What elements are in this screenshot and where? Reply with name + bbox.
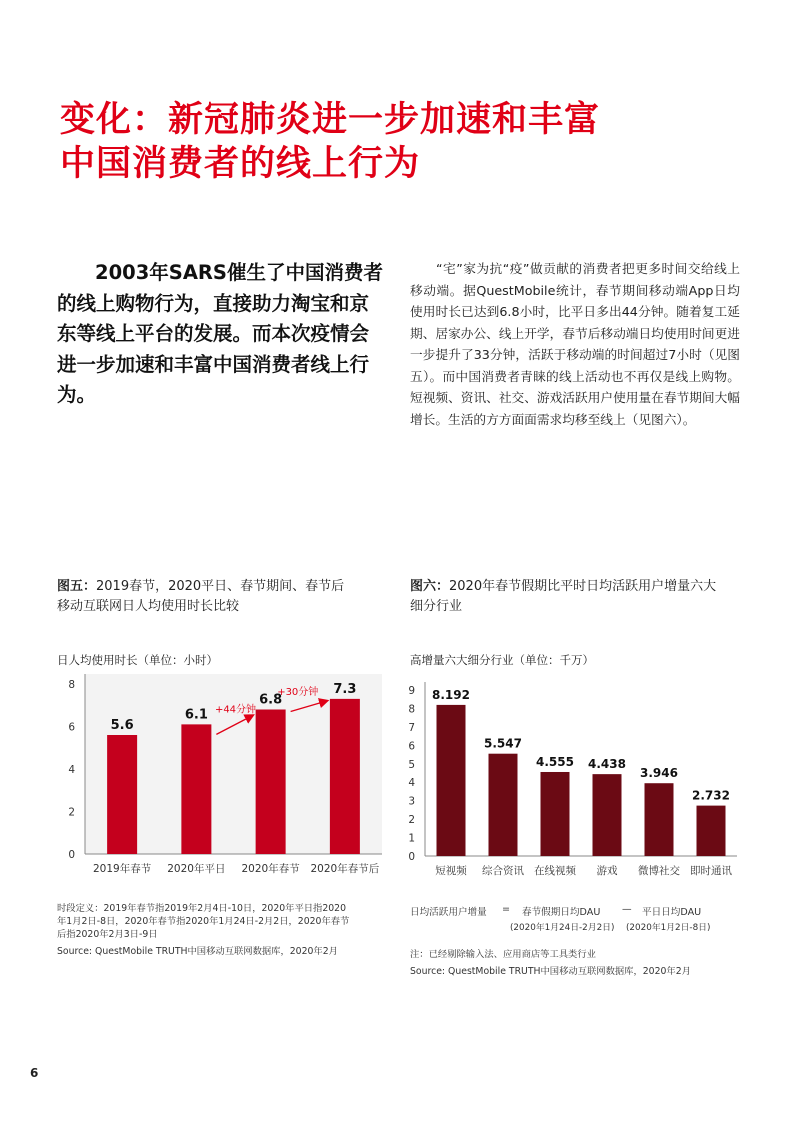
bar-value-label: 6.1 [184,707,208,723]
bar [330,699,360,854]
y-tick-label: 0 [408,851,415,863]
page-title-line1: 变化：新冠肺炎进一步加速和丰富 [60,100,601,140]
fig6-caption-line1: 2020年春节假期比平时日均活跃用户增量六大 [449,579,717,594]
bar-value-label: 4.438 [588,757,626,772]
y-tick-label: 8 [68,679,75,691]
fig5-label: 图五： [57,579,97,594]
fig5-subtitle: 日人均使用时长（单位：小时） [57,653,218,667]
bar [645,783,674,856]
fig6-source: Source: QuestMobile TRUTH中国移动互联网数据库，2020年2月 [410,966,691,977]
bar [181,724,211,854]
fig6-chart-svg [405,676,745,886]
fig6-formula [410,904,750,934]
fig5-chart-svg [57,672,387,887]
y-tick-label: 4 [68,764,75,776]
fig5-note-line: 年1月2日-8日，2020年春节指2020年1月24日-2月2日，2020年春节 [57,916,350,927]
formula-equals: = [502,904,511,915]
bar-value-label: 8.192 [432,687,470,702]
x-category-label: 2020年平日 [167,863,226,875]
page-title-line2: 中国消费者的线上行为 [60,144,421,184]
y-tick-label: 7 [408,721,415,734]
bar [697,806,726,856]
x-category-label: 短视频 [435,865,467,877]
formula-term2: 平日日均DAU [642,907,702,918]
x-category-label: 游戏 [596,865,618,877]
lead-paragraph: 2003年SARS催生了中国消费者的线上购物行为，直接助力淘宝和京东等线上平台的发展。而本次疫情会进一步加速和丰富中国消费者线上行为。 [57,261,383,406]
fig5-caption [57,577,387,617]
y-tick-label: 8 [408,703,415,716]
x-category-label: 综合资讯 [482,865,524,877]
fig5-note-line: 时段定义：2019年春节指2019年2月4日-10日，2020年平日指2020 [57,903,346,914]
fig5-caption-line1: 2019春节，2020平日、春节期间、春节后 [96,579,345,594]
y-tick-label: 6 [408,740,415,753]
fig6-note: 注：已经剔除输入法、应用商店等工具类行业 [410,949,596,960]
fig5-chart [57,672,387,891]
bar-value-label: 5.6 [110,718,134,733]
formula-lhs: 日均活跃用户增量 [410,907,487,918]
fig6-caption-line2: 细分行业 [410,599,463,614]
bar-value-label: 4.555 [536,754,574,769]
bar-value-label: 2.732 [692,788,730,803]
fig6-caption [410,577,745,617]
x-category-label: 即时通讯 [690,865,732,877]
body-paragraph: “宅”家为抗“疫”做贡献的消费者把更多时间交给线上移动端。据QuestMobile统计，春节期间移动端App日均使用时长已达到6.8小时，比平日多出44分钟。随着复工延期、居家办公、线上开学，春节后移动端日均使用时间更进一步提升了33分钟，活跃于移动端的时间超过7小时（见图五）。而中国消费者青睐的线上活动也不再仅是线上购物。短视频、资讯、社交、游戏活跃用户使用量在春节期间大幅增长。生活的方方面面需求均移至线上（见图六）。 [410,261,740,427]
bar-value-label: 6.8 [259,692,283,708]
fig6-label: 图六： [410,579,450,594]
formula-term2-period: (2020年1月2日-8日) [626,923,711,933]
formula-minus: — [622,904,632,915]
formula-term1-period: (2020年1月24日-2月2日) [510,923,615,933]
bar-value-label: 3.946 [640,766,678,781]
fig6-subtitle: 高增量六大细分行业（单位：千万） [410,653,594,667]
page-title [60,98,740,186]
x-category-label: 微博社交 [638,865,680,877]
increase-annotation: +44分钟 [214,704,257,716]
bar-value-label: 7.3 [333,681,357,697]
bar [256,710,286,855]
y-tick-label: 5 [408,758,415,771]
fig6-notes [410,948,750,978]
y-tick-label: 2 [408,814,415,827]
y-tick-label: 9 [408,685,415,697]
page-number: 6 [30,1066,39,1080]
bar [593,774,622,856]
x-category-label: 2020年春节后 [310,863,380,875]
x-category-label: 在线视频 [534,865,576,877]
x-category-label: 2019年春节 [93,863,152,875]
y-tick-label: 3 [408,795,415,808]
fig6-chart [405,676,745,890]
bar [437,705,466,856]
fig5-source: Source: QuestMobile TRUTH中国移动互联网数据库，2020年2月 [57,946,338,957]
bar [489,754,518,856]
bar [107,735,137,854]
bar-value-label: 5.547 [484,736,522,751]
formula-term1: 春节假期日均DAU [522,907,601,918]
fig5-caption-line2: 移动互联网日人均使用时长比较 [57,599,240,614]
y-tick-label: 2 [68,806,75,819]
increase-annotation: +30分钟 [277,686,319,698]
y-tick-label: 1 [408,832,415,845]
bar [541,772,570,856]
y-tick-label: 6 [68,721,75,734]
y-tick-label: 0 [68,849,75,861]
fig5-note-line: 后指2020年2月3日-9日 [57,929,158,940]
fig5-notes [57,902,392,958]
x-category-label: 2020年春节 [241,863,300,875]
y-tick-label: 4 [408,777,415,790]
